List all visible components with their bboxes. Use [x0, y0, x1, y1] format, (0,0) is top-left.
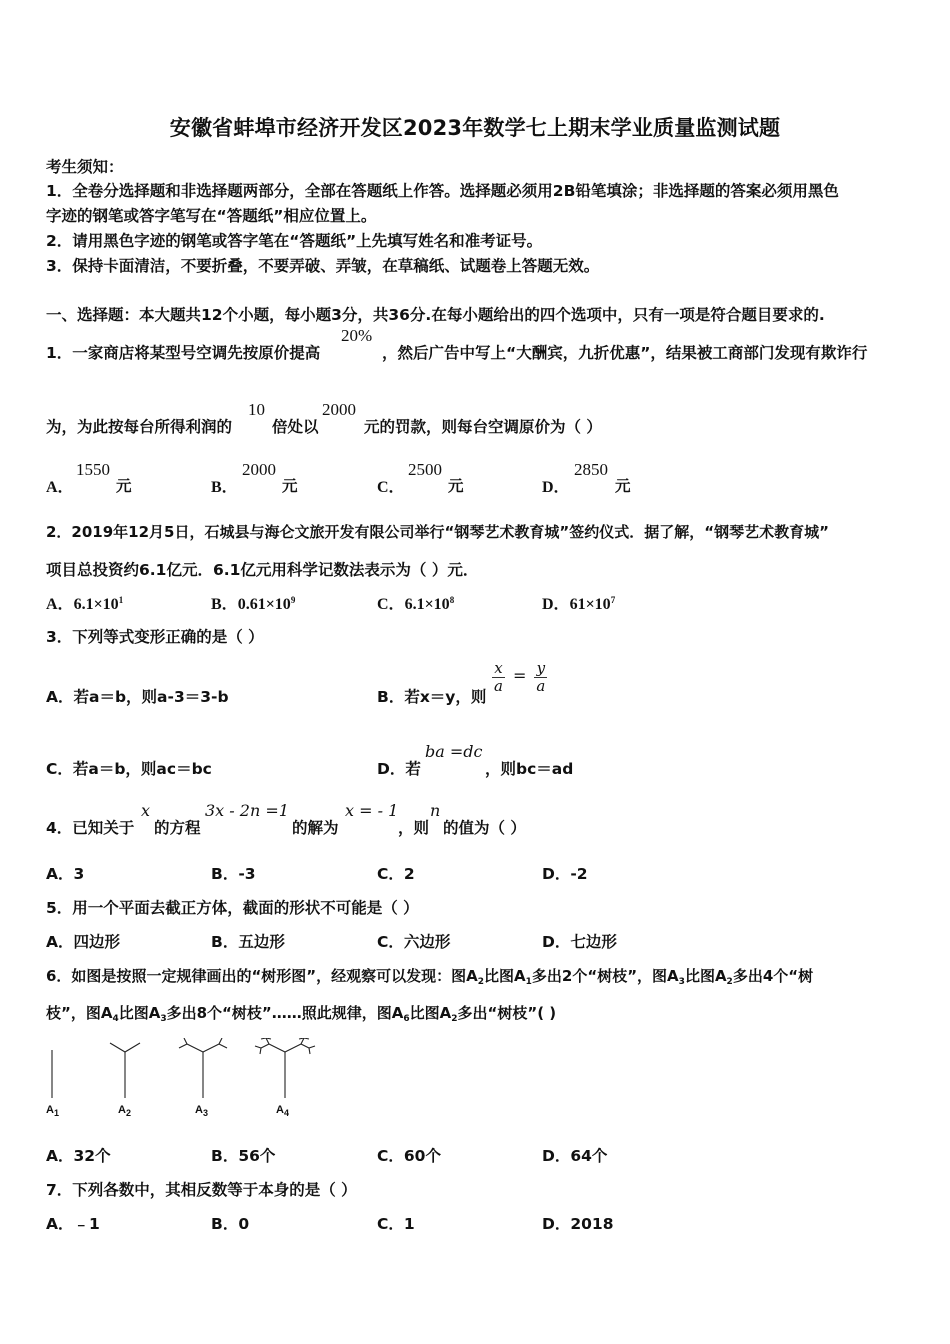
q1-option-a-label: A．	[46, 479, 74, 496]
q1-option-d-label: D．	[542, 479, 570, 496]
q1-stem-part4: 倍处以	[272, 418, 319, 436]
q1-option-c-unit: 元	[448, 477, 464, 495]
q2-option-a: A．$6.1\times 10^1$	[46, 595, 124, 613]
q2-option-c: C．$6.1\times 10^8$	[377, 595, 455, 613]
q5-option-d: D．七边形	[542, 933, 617, 951]
q2-option-b: B．$0.61\times 10^9$	[211, 595, 296, 613]
q2-stem-line2: 项目总投资约6.1亿元．6.1亿元用科学记数法表示为（ ）元．	[46, 561, 479, 579]
q3-frac-x-over-a: $\frac{x}{a}$	[494, 659, 503, 695]
q6-stem-line2: 枝”，图$A_4$比图$A_3$多出8个“树枝”……照此规律，图$A_6$比图$A_2$多出“树枝”( )	[46, 1004, 557, 1024]
q1-stem-part1: 1．一家商店将某型号空调先按原价提高	[46, 344, 321, 362]
q1-ten: 10	[248, 400, 265, 419]
q1-option-d-value: 2850	[574, 460, 608, 479]
q3-option-d-math: ba =dc	[425, 742, 483, 761]
tree-label-a1: $A_1$	[46, 1104, 59, 1118]
q3-frac-y-over-a: $\frac{y}{a}$	[536, 659, 546, 695]
q4-stem-part1: 4．已知关于	[46, 819, 135, 837]
q1-option-b-value: 2000	[242, 460, 276, 479]
q7-option-d: D．2018	[542, 1215, 614, 1233]
notice-item-1: 1．全卷分选择题和非选择题两部分，全部在答题纸上作答。选择题必须用2B铅笔填涂；非选择题的答案必须用黑色	[46, 182, 839, 200]
notice-item-1-cont: 字迹的钢笔或答字笔写在“答题纸”相应位置上。	[46, 207, 377, 225]
q2-stem-line1: 2．2019年12月5日，石城县与海仑文旅开发有限公司举行“钢琴艺术教育城”签约仪式．据了解，“钢琴艺术教育城”	[46, 523, 829, 541]
q7-option-a: A．﹣1	[46, 1215, 100, 1233]
tree-a4	[255, 1038, 315, 1098]
tree-label-a3: $A_3$	[195, 1104, 208, 1118]
q4-option-a: A．3	[46, 865, 85, 883]
q6-option-c: C．60个	[377, 1147, 441, 1165]
q6-option-a: A．32个	[46, 1147, 111, 1165]
q3-option-b-math: $\frac{x}{a}$ = $\frac{y}{a}$	[494, 659, 546, 695]
q1-option-c-label: C．	[377, 479, 405, 496]
q3-option-d-prefix: D．若	[377, 760, 421, 778]
q3-option-c: C．若a＝b，则ac＝bc	[46, 760, 212, 778]
q4-stem-part5: 的值为（ ）	[443, 819, 526, 837]
notice-heading: 考生须知：	[46, 158, 124, 176]
q4-var-x: x	[141, 801, 151, 820]
q4-solution: x = - 1	[345, 801, 399, 820]
q3-option-a: A．若a＝b，则a-3＝3-b	[46, 688, 229, 706]
q6-stem-line1: 6．如图是按照一定规律画出的“树形图”，经观察可以发现：图$A_2$比图$A_1$多出2个“树枝”，图$A_3$比图$A_2$多出4个“树	[46, 967, 814, 987]
tree-a2	[110, 1043, 140, 1098]
q3-option-b-prefix: B．若x＝y，则	[377, 688, 487, 706]
q1-percent: 20%	[341, 326, 373, 345]
q4-stem-part3: 的解为	[292, 819, 339, 837]
tree-label-a4: $A_4$	[276, 1104, 289, 1118]
q6-option-b: B．56个	[211, 1147, 276, 1165]
q6-option-d: D．64个	[542, 1147, 608, 1165]
q1-option-b-label: B．	[211, 479, 238, 496]
q4-option-c: C．2	[377, 865, 415, 883]
q1-option-b-unit: 元	[282, 477, 298, 495]
q4-equation: 3x - 2n =1	[205, 801, 289, 820]
q4-var-n: n	[430, 801, 441, 820]
q1-option-c-value: 2500	[408, 460, 442, 479]
q5-option-a: A．四边形	[46, 933, 120, 951]
q3-option-d-suffix: ，则bc＝ad	[485, 760, 574, 778]
q4-stem-part2: 的方程	[154, 819, 201, 837]
q3-stem: 3．下列等式变形正确的是（ ）	[46, 628, 264, 646]
q7-stem: 7．下列各数中，其相反数等于本身的是（ ）	[46, 1181, 357, 1199]
notice-item-3: 3．保持卡面清洁，不要折叠，不要弄破、弄皱，在草稿纸、试题卷上答题无效。	[46, 257, 600, 275]
q1-options	[46, 460, 666, 500]
q1-stem-part2: ，然后广告中写上“大酬宾，九折优惠”，结果被工商部门发现有欺诈行	[382, 344, 868, 362]
q5-stem: 5．用一个平面去截正方体，截面的形状不可能是（ ）	[46, 899, 419, 917]
q4-option-b: B．-3	[211, 865, 256, 883]
q7-option-c: C．1	[377, 1215, 415, 1233]
tree-label-a2: $A_2$	[118, 1104, 131, 1118]
q1-fine: 2000	[322, 400, 356, 419]
q5-option-c: C．六边形	[377, 933, 451, 951]
page-title: 安徽省蚌埠市经济开发区2023年数学七上期末学业质量监测试题	[169, 116, 781, 140]
section-header: 一、选择题：本大题共12个小题，每小题3分，共36分.在每小题给出的四个选项中，只有一项是符合题目要求的.	[46, 306, 825, 324]
q1-stem-part5: 元的罚款，则每台空调原价为（ ）	[364, 418, 602, 436]
q4-option-d: D．-2	[542, 865, 588, 883]
q1-option-a-value: 1550	[76, 460, 110, 479]
q2-option-d: D．$61\times 10^7$	[542, 595, 616, 613]
q4-stem-part4: ，则	[398, 819, 430, 837]
tree-diagram-figure	[40, 1038, 330, 1098]
q7-option-b: B．0	[211, 1215, 250, 1233]
notice-item-2: 2．请用黑色字迹的钢笔或答字笔在“答题纸”上先填写姓名和准考证号。	[46, 232, 543, 250]
q5-option-b: B．五边形	[211, 933, 285, 951]
q1-stem-part3: 为，为此按每台所得利润的	[46, 418, 233, 436]
q1-option-a-unit: 元	[116, 477, 132, 495]
q2-options	[46, 591, 666, 613]
q1-option-d-unit: 元	[615, 477, 631, 495]
tree-a3	[179, 1038, 227, 1098]
